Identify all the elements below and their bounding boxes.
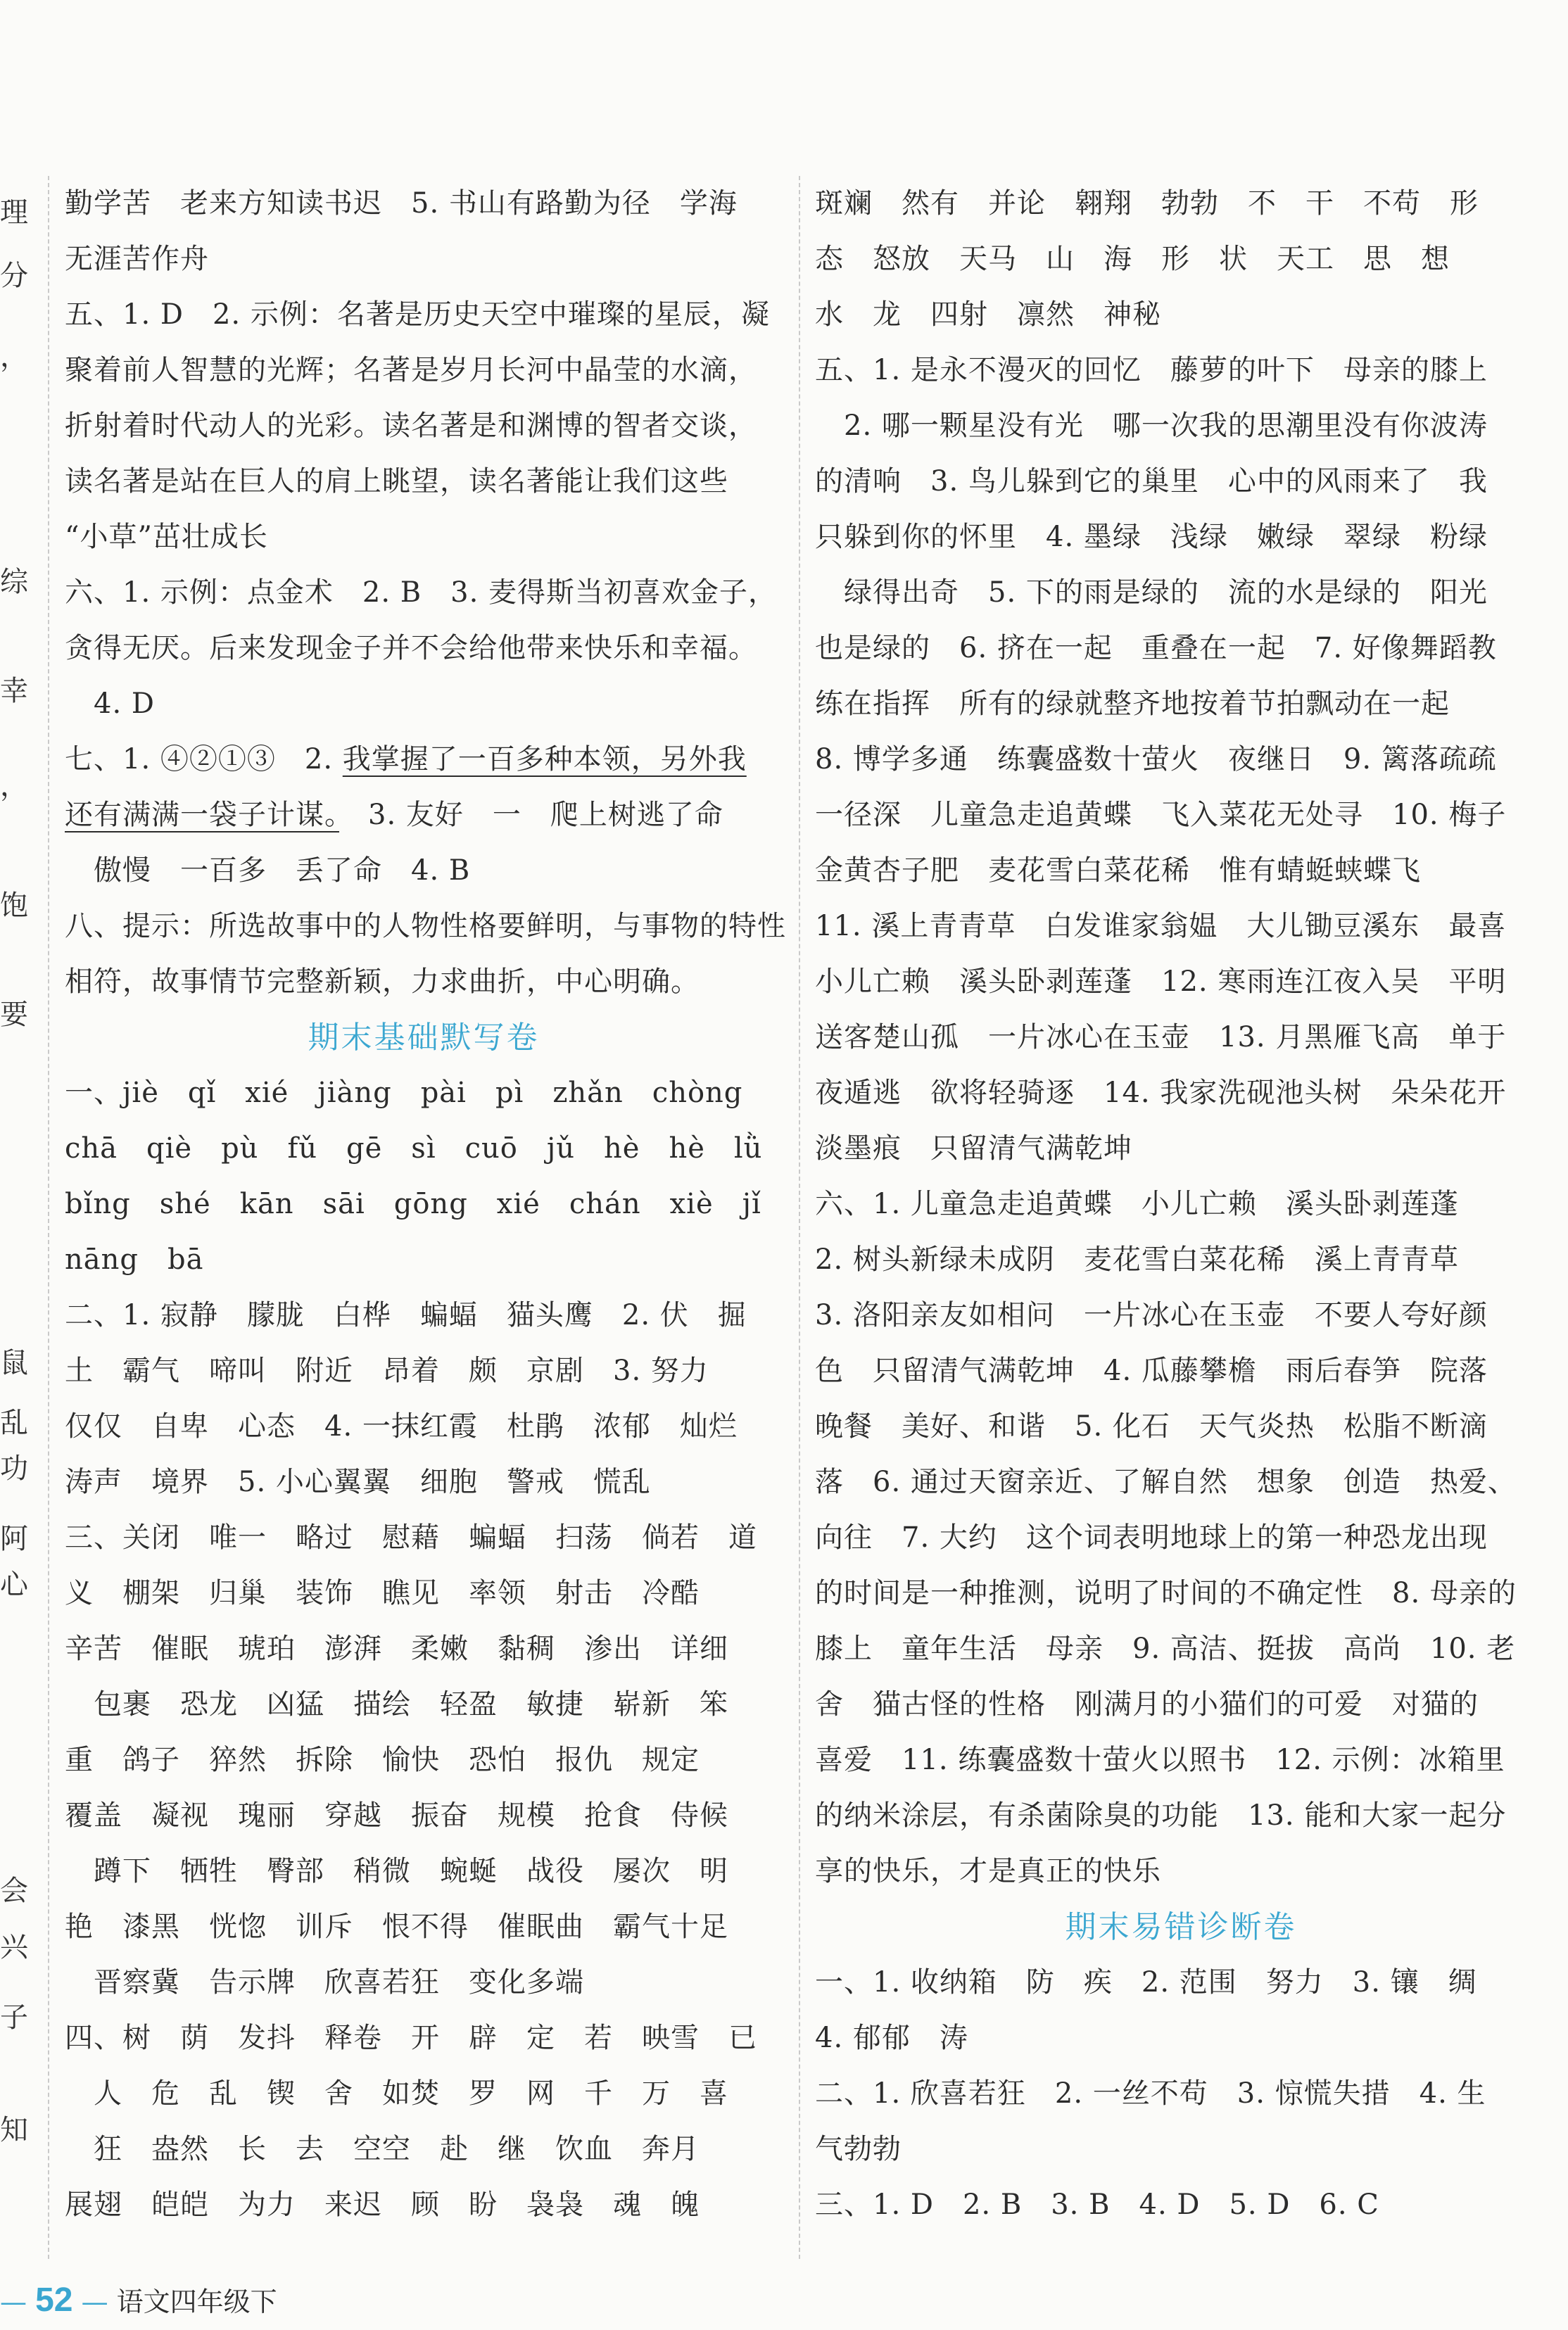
- section-title-error: 期末易错诊断卷: [1065, 1909, 1297, 1945]
- answer-line: 五、1. D 2. 示例：名著是历史天空中璀璨的星辰，凝: [65, 298, 770, 331]
- footer-dash-left: —: [0, 2286, 27, 2317]
- answer-line: 2. 树头新绿未成阴 麦花雪白菜花稀 溪上青青草: [815, 1243, 1459, 1276]
- answer-line: 六、1. 示例：点金术 2. B 3. 麦得斯当初喜欢金子，: [65, 576, 778, 609]
- cut-off-char: 分: [0, 260, 28, 292]
- cut-off-char: 乱: [0, 1407, 28, 1439]
- answer-line: 的纳米涂层，有杀菌除臭的功能 13. 能和大家一起分: [815, 1799, 1507, 1832]
- q7-prefix: 七、1. ④②①③ 2.: [65, 743, 343, 775]
- book-title: 语文四年级下: [116, 2286, 277, 2317]
- answer-line: 展翅 皑皑 为力 来迟 顾 盼 袅袅 魂 魄: [65, 2189, 700, 2221]
- answer-line: 淡墨痕 只留清气满乾坤: [815, 1132, 1132, 1165]
- answer-line: 4. D: [65, 688, 155, 720]
- answer-line: 8. 博学多通 练囊盛数十萤火 夜继日 9. 篱落疏疏: [815, 743, 1497, 775]
- answer-line: 四、树 荫 发抖 释卷 开 辟 定 若 映雪 已: [65, 2022, 757, 2054]
- answer-line: 3. 洛阳亲友如相问 一片冰心在玉壶 不要人夸好颜: [815, 1299, 1488, 1331]
- answer-line: 一、jiè qǐ xié jiàng pài pì zhǎn chòng: [65, 1077, 743, 1109]
- cut-off-char: 功: [0, 1452, 28, 1485]
- answer-line: 只躲到你的怀里 4. 墨绿 浅绿 嫩绿 翠绿 粉绿: [815, 521, 1488, 553]
- answer-line: 义 棚架 归巢 装饰 瞧见 率领 射击 冷酷: [65, 1577, 700, 1609]
- answer-line: 蹲下 牺牲 臀部 稍微 蜿蜒 战役 屡次 明: [65, 1855, 728, 1887]
- mid-lines-a: [65, 176, 783, 732]
- answer-line: nāng bā: [65, 1243, 204, 1276]
- answer-line: 一、1. 收纳箱 防 疾 2. 范围 努力 3. 镶 绸: [815, 1966, 1477, 1999]
- answer-line: 态 怒放 天马 山 海 形 状 天工 思 想: [815, 243, 1450, 275]
- answer-line: 也是绿的 6. 挤在一起 重叠在一起 7. 好像舞蹈教: [815, 632, 1497, 664]
- answer-line: 贪得无厌。后来发现金子并不会给他带来快乐和幸福。: [65, 632, 757, 664]
- answer-line: 气勃勃: [815, 2133, 902, 2165]
- column-divider-left: [48, 176, 49, 2259]
- answer-line: 狂 盎然 长 去 空空 赴 继 饮血 奔月: [65, 2133, 700, 2165]
- section-title-basic: 期末基础默写卷: [308, 1020, 540, 1056]
- q7-answer-line-2: [65, 787, 783, 843]
- answer-line: 绿得出奇 5. 下的雨是绿的 流的水是绿的 阳光: [815, 576, 1488, 609]
- answer-line: 土 霸气 啼叫 附近 昂着 颇 京剧 3. 努力: [65, 1355, 709, 1387]
- answer-column-right: [815, 176, 1547, 2233]
- q7-underlined-text: 我掌握了一百多种本领，另外我: [342, 743, 747, 775]
- answer-line: 读名著是站在巨人的肩上眺望，读名著能让我们这些: [65, 465, 728, 498]
- cut-off-char: 幸: [0, 675, 28, 707]
- cut-off-char: 子: [0, 2001, 28, 2034]
- q7-suffix: 3. 友好 一 爬上树逃了命: [339, 799, 723, 831]
- answer-line: 水 龙 四射 凛然 神秘: [815, 298, 1161, 331]
- answer-line: 送客楚山孤 一片冰心在玉壶 13. 月黑雁飞高 单于: [815, 1021, 1507, 1053]
- footer-dash-right: —: [81, 2286, 108, 2317]
- cut-off-char: 阿: [0, 1523, 28, 1555]
- answer-line: 一径深 儿童急走追黄蝶 飞入菜花无处寻 10. 梅子: [815, 799, 1507, 831]
- mid-lines-b: [65, 843, 786, 1010]
- cut-off-char: 要: [0, 999, 28, 1031]
- answer-line: 晋察冀 告示牌 欣喜若狂 变化多端: [65, 1966, 584, 1999]
- cut-off-char: 鼠: [0, 1347, 28, 1379]
- left-edge-column: [0, 176, 28, 2287]
- q7-answer-line: [65, 732, 783, 787]
- answer-line: 的时间是一种推测，说明了时间的不确定性 8. 母亲的: [815, 1577, 1517, 1609]
- q7-underlined-text-2: 还有满满一袋子计谋。: [65, 799, 339, 831]
- answer-line: 金黄杏子肥 麦花雪白菜花稀 惟有蜻蜓蛱蝶飞: [815, 854, 1421, 887]
- answer-line: 勤学苦 老来方知读书迟 5. 书山有路勤为径 学海: [65, 187, 738, 220]
- answer-line: 夜遁逃 欲将轻骑逐 14. 我家洗砚池头树 朵朵花开: [815, 1077, 1507, 1109]
- answer-line: 相符，故事情节完整新颖，力求曲折，中心明确。: [65, 965, 700, 998]
- answer-line: 八、提示：所选故事中的人物性格要鲜明，与事物的特性: [65, 910, 786, 942]
- answer-line: 2. 哪一颗星没有光 哪一次我的思潮里没有你波涛: [815, 410, 1488, 442]
- answer-line: 聚着前人智慧的光辉；名著是岁月长河中晶莹的水滴，: [65, 354, 757, 386]
- page-number: 52: [35, 2281, 73, 2319]
- answer-line: 练在指挥 所有的绿就整齐地按着节拍飘动在一起: [815, 688, 1450, 720]
- right-lines-a: [815, 176, 1547, 1899]
- answer-line: 辛苦 催眠 琥珀 澎湃 柔嫩 黏稠 渗出 详细: [65, 1633, 728, 1665]
- answer-line: 仅仅 自卑 心态 4. 一抹红霞 杜鹃 浓郁 灿烂: [65, 1410, 738, 1443]
- answer-line: bǐng shé kān sāi gōng xié chán xiè jǐ: [65, 1188, 761, 1220]
- answer-line: 覆盖 凝视 瑰丽 穿越 振奋 规模 抢食 侍候: [65, 1799, 728, 1832]
- answer-line: 小儿亡赖 溪头卧剥莲蓬 12. 寒雨连江夜入吴 平明: [815, 965, 1507, 998]
- answer-line: 三、1. D 2. B 3. B 4. D 5. D 6. C: [815, 2189, 1379, 2221]
- column-divider-right: [799, 176, 800, 2259]
- answer-line: 艳 漆黑 恍惚 训斥 恨不得 催眠曲 霸气十足: [65, 1911, 728, 1943]
- answer-line: 无涯苦作舟: [65, 243, 209, 275]
- cut-off-char: 兴: [0, 1931, 28, 1963]
- answer-line: 二、1. 寂静 朦胧 白桦 蝙蝠 猫头鹰 2. 伏 掘: [65, 1299, 747, 1331]
- answer-line: 六、1. 儿童急走追黄蝶 小儿亡赖 溪头卧剥莲蓬: [815, 1188, 1459, 1220]
- cut-off-char: 知: [0, 2114, 28, 2146]
- mid-lines-c: [65, 1065, 783, 2233]
- answer-line: 斑斓 然有 并论 翱翔 勃勃 不 干 不苟 形: [815, 187, 1479, 220]
- answer-line: 二、1. 欣喜若狂 2. 一丝不苟 3. 惊慌失措 4. 生: [815, 2077, 1486, 2110]
- answer-line: 向往 7. 大约 这个词表明地球上的第一种恐龙出现: [815, 1521, 1488, 1554]
- cut-off-char: 会: [0, 1875, 28, 1907]
- cut-off-char: ，: [0, 341, 28, 373]
- cut-off-char: 理: [0, 196, 28, 229]
- answer-line: 三、关闭 唯一 略过 慰藉 蝙蝠 扫荡 倘若 道: [65, 1521, 757, 1554]
- cut-off-char: 心: [0, 1569, 28, 1601]
- cut-off-char: 综: [0, 566, 28, 598]
- answer-line: 色 只留清气满乾坤 4. 瓜藤攀檐 雨后春笋 院落: [815, 1355, 1488, 1387]
- answer-line: 舍 猫古怪的性格 刚满月的小猫们的可爱 对猫的: [815, 1688, 1479, 1721]
- answer-line: 落 6. 通过天窗亲近、了解自然 想象 创造 热爱、: [815, 1466, 1517, 1498]
- page-footer: [0, 2280, 277, 2322]
- answer-line: 傲慢 一百多 丢了命 4. B: [65, 854, 471, 887]
- right-lines-b: [815, 1955, 1547, 2233]
- cut-off-char: 饱: [0, 889, 28, 922]
- answer-line: 晚餐 美好、和谐 5. 化石 天气炎热 松脂不断滴: [815, 1410, 1488, 1443]
- answer-line: 五、1. 是永不漫灭的回忆 藤萝的叶下 母亲的膝上: [815, 354, 1488, 386]
- answer-line: chā qiè pù fǔ gē sì cuō jǔ hè hè lǜ: [65, 1132, 763, 1165]
- answer-line: 享的快乐，才是真正的快乐: [815, 1855, 1161, 1887]
- answer-line: 包裹 恐龙 凶猛 描绘 轻盈 敏捷 崭新 笨: [65, 1688, 728, 1721]
- answer-line: 喜爱 11. 练囊盛数十萤火以照书 12. 示例：冰箱里: [815, 1744, 1505, 1776]
- cut-off-char: ，: [0, 770, 28, 802]
- answer-line: 11. 溪上青青草 白发谁家翁媪 大儿锄豆溪东 最喜: [815, 910, 1507, 942]
- answer-line: 4. 郁郁 涛: [815, 2022, 968, 2054]
- answer-line: 涛声 境界 5. 小心翼翼 细胞 警戒 慌乱: [65, 1466, 651, 1498]
- answer-line: “小草”茁壮成长: [65, 521, 268, 553]
- answer-line: 折射着时代动人的光彩。读名著是和渊博的智者交谈，: [65, 410, 757, 442]
- answer-line: 的清响 3. 鸟儿躲到它的巢里 心中的风雨来了 我: [815, 465, 1488, 498]
- answer-column-middle: [65, 176, 786, 2233]
- answer-line: 人 危 乱 锲 舍 如焚 罗 网 千 万 喜: [65, 2077, 728, 2110]
- answer-line: 重 鸽子 猝然 拆除 愉快 恐怕 报仇 规定: [65, 1744, 700, 1776]
- answer-line: 膝上 童年生活 母亲 9. 高洁、挺拔 高尚 10. 老: [815, 1633, 1516, 1665]
